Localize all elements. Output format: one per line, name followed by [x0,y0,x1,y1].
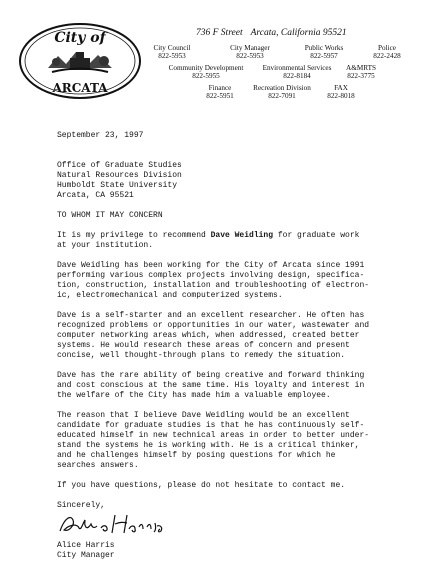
dept-police: Police 822-2428 [373,44,401,60]
paragraph-intro: It is my privilege to recommend Dave Weidling for graduate work at your institution. [57,231,360,250]
paragraph-contact: If you have questions, please do not hesitate to contact me. [57,481,346,490]
dept-city-manager: City Manager 822-5953 [230,44,270,60]
street-address: 736 F Street [196,28,243,38]
seal-text-top: City of [54,30,106,46]
candidate-name: Dave Weidling [210,231,274,240]
dept-city-council: City Council 822-5953 [153,44,191,60]
paragraph-research: Dave is a self-starter and an excellent researcher. He often has recognized problems or opportunities in our water, wastewater and computer networking areas which, when addressed, created better systems. He would research these areas of concern and present concise, well thought-through plans to remedy the situation. [57,311,370,360]
recipient-line: Arcata, CA 95521 [57,191,134,200]
recipient-address [57,161,422,201]
seal-text-bottom: ARCATA [52,81,108,95]
signer-title: City Manager [57,551,115,560]
letterhead-address [196,28,347,38]
recipient-line: Office of Graduate Studies [57,161,182,170]
dept-fax: FAX 822-8018 [327,84,355,100]
letter-body [57,131,422,561]
closing: Sincerely, [57,501,106,510]
signer-name: Alice Harris [57,541,115,550]
dept-public-works: Public Works 822-5957 [304,44,344,60]
recipient-line: Natural Resources Division [57,171,182,180]
recipient-line: Humboldt State University [57,181,178,190]
dept-amrts: A&MRTS 822-3775 [346,64,376,80]
salutation: TO WHOM IT MAY CONCERN [57,211,163,220]
paragraph-experience: Dave Weidling has been working for the City of Arcata since 1991 performing various complex projects involving design, specifica- tion, construction, installation and troubleshooting of electron- ic, electromechanical and computerized systems. [57,261,370,300]
paragraph-ability: Dave has the rare ability of being creative and forward thinking and cost conscious at the same time. His loyalty and interest in the welfare of the City has made him a valuable employee. [57,371,365,400]
city-of-arcata-seal [18,22,142,100]
letter-date: September 23, 1997 [57,131,144,140]
paragraph-recommendation: The reason that I believe Dave Weidling would be an excellent candidate for graduate studies is that he has continuously self- educated himself in new technical areas in order to better under- stand the systems he is working with. He is a critical thinker, and he challenges himself by posing questions for which he searches answers. [57,411,370,470]
dept-environmental-services: Environmental Services 822-8184 [262,64,332,80]
handwritten-signature [57,511,167,537]
city-state-zip: Arcata, California 95521 [250,28,347,38]
dept-finance: Finance 822-5951 [206,84,234,100]
dept-recreation-division: Recreation Division 822-7091 [253,84,311,100]
dept-community-development: Community Development 822-5955 [168,64,244,80]
